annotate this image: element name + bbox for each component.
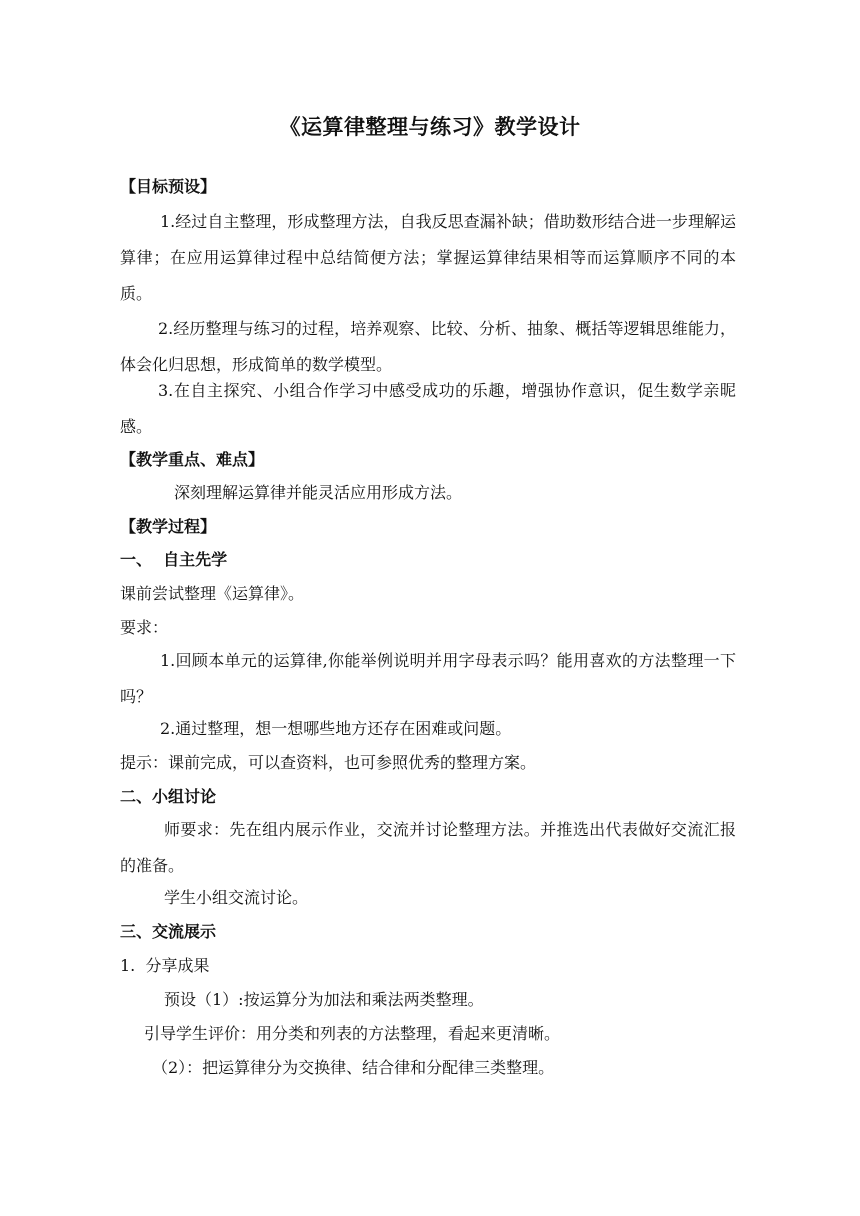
part3-item-1: 1. 分享成果	[120, 956, 210, 975]
part2-text-1: 师要求：先在组内展示作业，交流并讨论整理方法。并推选出代表做好交流汇报的准备。	[120, 820, 736, 875]
document-title: 《运算律整理与练习》教学设计	[279, 115, 581, 139]
requirement-2: 2.通过整理，想一想哪些地方还存在困难或问题。	[160, 719, 512, 738]
preset-2: （2）：把运算律分为交换律、结合律和分配律三类整理。	[152, 1058, 555, 1077]
part1-line-1: 课前尝试整理《运算律》。	[120, 584, 305, 603]
key-points-text: 深刻理解运算律并能灵活应用形成方法。	[174, 483, 463, 502]
goal-item-2: 2.经历整理与练习的过程，培养观察、比较、分析、抽象、概括等逻辑思维能力，体会化归思想，形成简单的数学模型。	[120, 319, 736, 374]
hint-text: 提示：课前完成，可以查资料，也可参照优秀的整理方案。	[120, 753, 537, 772]
requirement-1: 1.回顾本单元的运算律,你能举例说明并用字母表示吗？能用喜欢的方法整理一下吗？	[120, 651, 736, 706]
goals-heading: 【目标预设】	[120, 177, 217, 196]
part1-line-2: 要求：	[120, 618, 169, 637]
goal-item-1: 1.经过自主整理，形成整理方法，自我反思查漏补缺；借助数形结合进一步理解运算律；在应用运算律过程中总结简便方法；掌握运算律结果相等而运算顺序不同的本质。	[120, 212, 736, 303]
part2-heading: 二、小组讨论	[120, 787, 217, 806]
key-points-heading: 【教学重点、难点】	[120, 450, 265, 469]
process-heading: 【教学过程】	[120, 517, 217, 536]
part3-heading: 三、交流展示	[120, 922, 217, 941]
goal-item-3: 3.在自主探究、小组合作学习中感受成功的乐趣，增强协作意识，促生数学亲昵感。	[120, 381, 736, 436]
part1-heading: 一、 自主先学	[120, 550, 228, 569]
guide-text: 引导学生评价：用分类和列表的方法整理，看起来更清晰。	[144, 1024, 561, 1043]
part2-text-2: 学生小组交流讨论。	[164, 888, 309, 907]
preset-1: 预设（1）:按运算分为加法和乘法两类整理。	[164, 990, 484, 1009]
